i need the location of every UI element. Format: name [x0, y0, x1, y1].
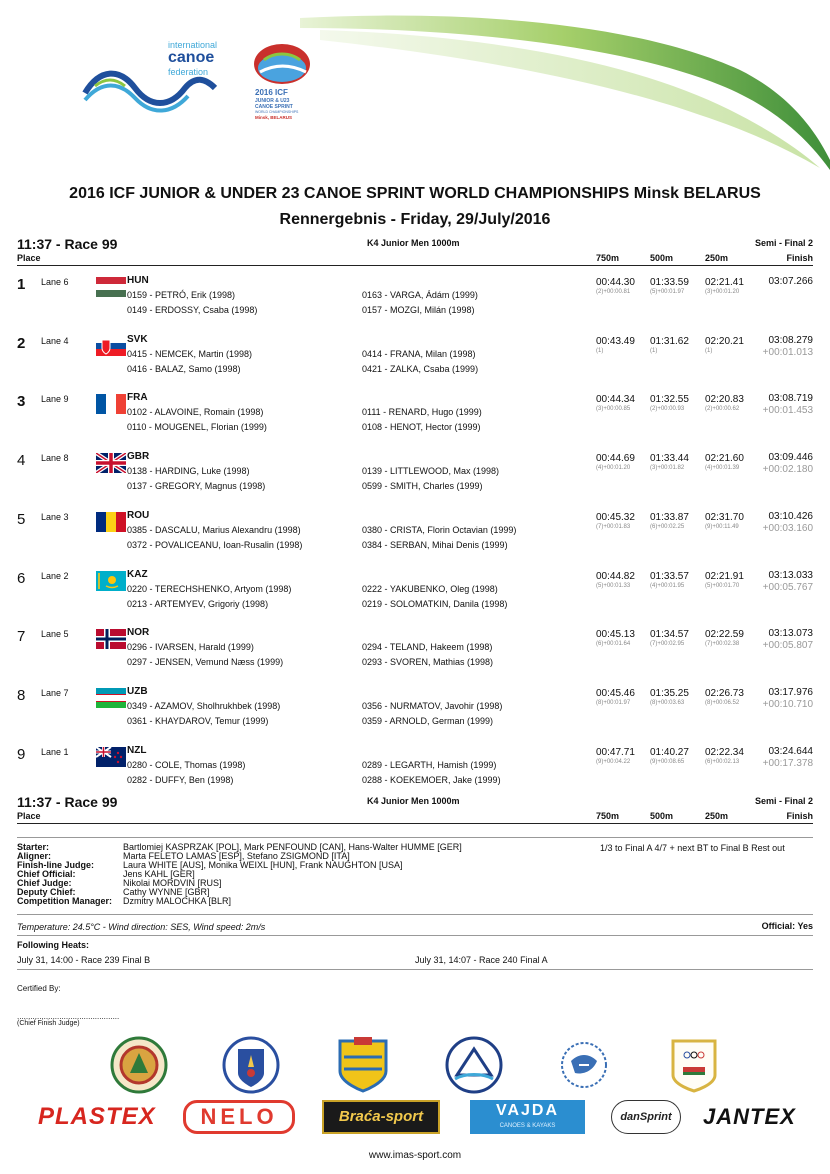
finish-time: 03:07.266 [768, 276, 813, 287]
split-500m-rank: (2)+00:00.93 [650, 406, 685, 413]
split-750m-rank: (1) [596, 347, 604, 354]
emblem-1-icon [108, 1035, 170, 1095]
official-value: Laura WHITE [AUS], Monika WEIXL [HUN], Frank NAUGHTON [USA] [123, 860, 403, 870]
flag-uzb-icon [96, 688, 126, 708]
athlete-name: 0149 - ERDOSSY, Csaba (1998) [127, 305, 258, 315]
result-lane: Lane 5 [41, 629, 69, 640]
sponsor-jantex-text: JANTEX [703, 1104, 796, 1129]
athlete-name: 0359 - ARNOLD, German (1999) [362, 715, 494, 726]
weather-divider-bottom [17, 935, 813, 936]
split-500m: 01:35.25 [650, 687, 689, 699]
weather-info: Temperature: 24.5°C - Wind direction: SES, Wind speed: 2m/s [17, 922, 266, 932]
split-750m: 00:44.34 [596, 394, 635, 406]
signature-line: .............................................. [17, 1012, 120, 1021]
official-status: Official: Yes [761, 921, 813, 931]
official-value: Nikolai MORDVIN [RUS] [123, 878, 222, 888]
sponsor-nelo-text: NELO [200, 1104, 278, 1129]
split-750m: 00:45.32 [596, 511, 635, 523]
athlete-name: 0356 - NURMATOV, Javohir (1998) [362, 700, 503, 711]
sponsor-vajda-text: VAJDA [495, 1102, 560, 1119]
championship-logo-line2: JUNIOR & U23 [255, 98, 290, 104]
athlete-name: 0138 - HARDING, Luke (1998) [127, 466, 250, 477]
split-250m-rank: (3)+00:01.20 [705, 289, 740, 295]
athlete-name: 0349 - AZAMOV, Sholhrukhbek (1998) [127, 700, 281, 711]
col-header-place-bottom: Place [17, 811, 41, 821]
athlete-name: 0139 - LITTLEWOOD, Max (1998) [362, 466, 500, 477]
result-place: 2 [17, 334, 26, 352]
sponsor-braca-text: Braća-sport [338, 1108, 424, 1125]
split-250m-rank: (8)+00:06.52 [705, 699, 740, 706]
certified-by-label: Certified By: [17, 984, 61, 993]
result-place: 5 [17, 510, 26, 528]
split-750m: 00:44.82 [596, 570, 635, 582]
result-lane: Lane 9 [41, 394, 69, 405]
athlete-name: 0220 - TERECHSHENKO, Artyom (1998) [127, 583, 292, 594]
result-place: 6 [17, 569, 26, 587]
split-250m-rank: (1) [705, 347, 713, 354]
col-header-750m-bottom: 750m [596, 811, 620, 821]
sponsor-plastex-text: PLASTEX [38, 1103, 156, 1130]
result-nation: NZL [127, 744, 147, 756]
official-label: Finish-line Judge: [17, 860, 95, 870]
col-header-place: Place [17, 253, 41, 263]
official-value: Jens KAHL [GER] [123, 869, 195, 879]
result-lane: Lane 4 [41, 335, 69, 346]
result-row [17, 451, 813, 509]
emblem-4-icon [443, 1035, 505, 1095]
finish-diff: +00:01.453 [762, 405, 813, 417]
split-250m: 02:21.91 [705, 570, 744, 582]
split-500m: 01:31.62 [650, 335, 689, 347]
athlete-name: 0157 - MOZGI, Milán (1998) [362, 305, 475, 315]
athlete-name: 0384 - SERBAN, Mihai Denis (1999) [362, 539, 508, 550]
footer-url-link[interactable]: www.imas-sport.com [368, 1150, 462, 1161]
result-row [17, 510, 813, 568]
sponsor-plastex-logo [38, 1100, 158, 1134]
athlete-name: 0213 - ARTEMYEV, Grigoriy (1998) [127, 598, 269, 609]
athlete-name: 0385 - DASCALU, Marius Alexandru (1998) [127, 524, 301, 535]
result-nation: HUN [127, 275, 149, 286]
finish-diff: +00:03.160 [762, 522, 813, 534]
finish-time: 03:09.446 [768, 452, 813, 464]
flag-hun-icon [96, 277, 126, 297]
official-label: Competition Manager: [17, 896, 113, 906]
athlete-name: 0421 - ZALKA, Csaba (1999) [362, 363, 479, 374]
header-divider [17, 265, 813, 266]
finish-time: 03:13.073 [768, 628, 813, 640]
athlete-name: 0219 - SOLOMATKIN, Danila (1998) [362, 598, 508, 609]
result-nation: KAZ [127, 568, 148, 580]
finish-time: 03:17.976 [768, 686, 813, 698]
split-750m-rank: (7)+00:01.83 [596, 523, 631, 530]
official-label: Starter: [17, 842, 50, 852]
split-750m: 00:43.49 [596, 335, 635, 347]
col-header-finish: Finish [786, 253, 813, 263]
finish-time: 03:10.426 [768, 510, 813, 522]
split-750m: 00:44.69 [596, 453, 635, 465]
athlete-name: 0159 - PETRÓ, Erik (1998) [127, 290, 236, 300]
following-heats-label: Following Heats: [17, 940, 89, 950]
emblem-3-icon [332, 1035, 394, 1095]
split-500m-rank: (7)+00:02.95 [650, 641, 685, 648]
finish-time: 03:13.033 [768, 569, 813, 581]
flag-svk-icon [96, 336, 126, 356]
championship-logo-line5: Minsk, BELARUS [255, 115, 293, 120]
sponsor-vajda-logo [470, 1100, 585, 1134]
split-500m: 01:34.57 [650, 629, 689, 641]
split-500m: 01:33.57 [650, 570, 689, 582]
split-750m-rank: (2)+00:00.81 [596, 289, 631, 295]
athlete-name: 0294 - TELAND, Hakeem (1998) [362, 642, 493, 653]
split-250m-rank: (7)+00:02.38 [705, 641, 740, 648]
official-value: Cathy WYNNE [GBR] [123, 887, 210, 897]
following-heat-1: July 31, 14:00 - Race 239 Final B [17, 955, 151, 965]
result-lane: Lane 7 [41, 687, 69, 698]
sponsor-jantex-logo [703, 1100, 795, 1134]
finish-diff: +00:10.710 [762, 698, 813, 710]
split-250m: 02:21.41 [705, 277, 744, 288]
official-value: Marta FELETO LAMAS [ESP], Stefano ZSIGMOND [ITA] [123, 851, 350, 861]
split-750m-rank: (5)+00:01.33 [596, 582, 631, 589]
race-event: K4 Junior Men 1000m [367, 238, 460, 248]
split-250m-rank: (5)+00:01.70 [705, 582, 740, 589]
athlete-name: 0137 - GREGORY, Magnus (1998) [127, 481, 266, 492]
split-250m: 02:31.70 [705, 511, 744, 523]
col-header-finish-bottom: Finish [786, 811, 813, 821]
athlete-name: 0282 - DUFFY, Ben (1998) [127, 774, 234, 785]
officials-divider [17, 837, 813, 838]
flag-rou-icon [96, 512, 126, 532]
finish-diff: +00:17.378 [762, 757, 813, 769]
split-250m: 02:22.59 [705, 629, 744, 641]
icf-logo-text-international: international [168, 40, 218, 50]
sponsor-dansprint-logo [611, 1100, 681, 1134]
finish-time: 03:08.719 [768, 393, 813, 405]
finish-diff: +00:05.767 [762, 581, 813, 593]
col-header-500m: 500m [650, 253, 674, 263]
athlete-name: 0163 - VARGA, Ádám (1999) [362, 290, 478, 300]
athlete-name: 0222 - YAKUBENKO, Oleg (1998) [362, 583, 498, 594]
following-heat-2: July 31, 14:07 - Race 240 Final A [415, 955, 548, 965]
split-750m-rank: (8)+00:01.97 [596, 699, 631, 706]
split-750m: 00:47.71 [596, 746, 635, 758]
split-750m-rank: (4)+00:01.20 [596, 465, 631, 472]
athlete-name: 0296 - IVARSEN, Harald (1999) [127, 642, 254, 653]
result-nation: GBR [127, 451, 150, 463]
split-750m-rank: (6)+00:01.64 [596, 641, 631, 648]
sponsor-braca-logo [322, 1100, 440, 1134]
split-500m: 01:33.87 [650, 511, 689, 523]
result-place: 8 [17, 686, 26, 704]
emblem-2-icon [220, 1035, 282, 1095]
official-label: Chief Judge: [17, 878, 72, 888]
result-nation: SVK [127, 333, 148, 345]
split-250m-rank: (6)+00:02.13 [705, 758, 740, 765]
athlete-name: 0111 - RENARD, Hugo (1999) [362, 407, 482, 418]
split-750m-rank: (9)+00:04.22 [596, 758, 631, 765]
flag-fra-icon [96, 394, 126, 414]
result-row [17, 275, 813, 333]
race-phase: Semi - Final 2 [754, 238, 813, 248]
athlete-name: 0415 - NEMCEK, Martin (1998) [127, 348, 253, 359]
result-nation: UZB [127, 685, 148, 697]
athlete-name: 0289 - LEGARTH, Hamish (1999) [362, 759, 497, 770]
emblem-6-icon [663, 1035, 725, 1095]
split-500m-rank: (3)+00:01.82 [650, 465, 685, 472]
icf-logo [80, 38, 240, 128]
race-event-bottom: K4 Junior Men 1000m [367, 796, 460, 806]
result-lane: Lane 2 [41, 570, 69, 581]
split-750m: 00:45.46 [596, 687, 635, 699]
bottom-header-divider [17, 823, 813, 824]
athlete-name: 0280 - COLE, Thomas (1998) [127, 759, 246, 770]
page-title: 2016 ICF JUNIOR & UNDER 23 CANOE SPRINT WORLD CHAMPIONSHIPS Minsk BELARUS [69, 185, 761, 202]
official-value: Bartlomiej KASPRZAK [POL], Mark PENFOUND [CAN], Hans-Walter HUMME [GER] [123, 842, 462, 852]
split-250m-rank: (2)+00:00.62 [705, 406, 740, 413]
athlete-name: 0297 - JENSEN, Vemund Næss (1999) [127, 657, 284, 668]
result-row [17, 334, 813, 392]
sponsor-dansprint-text: danSprint [620, 1111, 672, 1123]
result-lane: Lane 8 [41, 453, 69, 464]
header-swoosh-graphic [300, 0, 830, 170]
championship-logo-line3: CANOE SPRINT [255, 104, 293, 110]
race-header-bottom [17, 794, 813, 824]
race-time-title-bottom: 11:37 - Race 99 [17, 794, 118, 810]
col-header-250m: 250m [705, 253, 729, 263]
split-750m: 00:45.13 [596, 629, 635, 641]
col-header-750m: 750m [596, 253, 620, 263]
result-place: 1 [17, 276, 26, 293]
race-phase-bottom: Semi - Final 2 [754, 796, 813, 806]
finish-diff: +00:02.180 [762, 464, 813, 476]
finish-time: 03:08.279 [768, 334, 813, 346]
icf-logo-text-federation: federation [168, 67, 209, 77]
finish-diff: +00:01.013 [762, 346, 813, 358]
split-500m: 01:40.27 [650, 746, 689, 758]
result-lane: Lane 3 [41, 511, 69, 522]
result-nation: NOR [127, 627, 150, 639]
split-500m-rank: (4)+00:01.95 [650, 582, 685, 589]
split-750m: 00:44.30 [596, 277, 635, 288]
flag-kaz-icon [96, 571, 126, 591]
championship-logo-year: 2016 ICF [255, 88, 288, 97]
split-250m: 02:21.60 [705, 453, 744, 465]
icf-logo-text-canoe: canoe [168, 49, 215, 66]
split-250m-rank: (4)+00:01.39 [705, 465, 740, 472]
athlete-name: 0599 - SMITH, Charles (1999) [362, 481, 483, 492]
split-250m-rank: (9)+00:11.49 [705, 523, 739, 530]
championship-logo [250, 42, 314, 128]
result-place: 4 [17, 452, 26, 470]
split-500m-rank: (6)+00:02.25 [650, 523, 685, 530]
finish-time: 03:24.644 [768, 745, 813, 757]
flag-nor-icon [96, 629, 126, 649]
split-500m-rank: (8)+00:03.63 [650, 699, 685, 706]
col-header-250m-bottom: 250m [705, 811, 729, 821]
split-250m: 02:22.34 [705, 746, 744, 758]
athlete-name: 0361 - KHAYDAROV, Temur (1999) [127, 715, 269, 726]
split-750m-rank: (3)+00:00.85 [596, 406, 631, 413]
weather-divider-top [17, 914, 813, 915]
sponsor-nelo-logo [183, 1100, 295, 1134]
athlete-name: 0380 - CRISTA, Florin Octavian (1999) [362, 524, 517, 535]
official-label: Chief Official: [17, 869, 76, 879]
athlete-name: 0108 - HENOT, Hector (1999) [362, 422, 481, 433]
col-header-500m-bottom: 500m [650, 811, 674, 821]
result-place: 9 [17, 745, 26, 763]
official-label: Deputy Chief: [17, 887, 76, 897]
result-place: 7 [17, 628, 26, 646]
finish-diff: +00:05.807 [762, 640, 813, 652]
page-subtitle: Rennergebnis - Friday, 29/July/2016 [279, 211, 551, 228]
athlete-name: 0293 - SVOREN, Mathias (1998) [362, 657, 494, 668]
split-500m-rank: (5)+00:01.97 [650, 289, 685, 295]
result-place: 3 [17, 393, 26, 411]
sponsor-vajda-subtext: CANOES & KAYAKS [499, 1123, 556, 1129]
race-time-title: 11:37 - Race 99 [17, 236, 118, 252]
split-500m-rank: (1) [650, 347, 658, 354]
result-row [17, 627, 813, 685]
result-lane: Lane 6 [41, 277, 69, 287]
qualification-rules: 1/3 to Final A 4/7 + next BT to Final B Rest out [600, 843, 785, 853]
split-250m: 02:20.21 [705, 335, 744, 347]
championship-logo-line4: WORLD CHAMPIONSHIPS [255, 110, 299, 114]
split-250m: 02:26.73 [705, 687, 744, 699]
flag-nzl-icon [96, 747, 126, 767]
result-row [17, 569, 813, 627]
heats-divider [17, 969, 813, 970]
result-row [17, 686, 813, 744]
split-250m: 02:20.83 [705, 394, 744, 406]
result-nation: ROU [127, 509, 150, 521]
chief-finish-judge-label: (Chief Finish Judge) [17, 1020, 80, 1027]
split-500m: 01:32.55 [650, 394, 689, 406]
split-500m: 01:33.44 [650, 453, 689, 465]
athlete-name: 0288 - KOEKEMOER, Jake (1999) [362, 774, 501, 785]
athlete-name: 0110 - MOUGENEL, Florian (1999) [127, 422, 267, 433]
race-header-top [17, 236, 813, 266]
flag-gbr-icon [96, 453, 126, 473]
emblem-5-icon [553, 1035, 615, 1095]
athlete-name: 0414 - FRANA, Milan (1998) [362, 348, 476, 359]
official-label: Aligner: [17, 851, 52, 861]
athlete-name: 0102 - ALAVOINE, Romain (1998) [127, 407, 264, 418]
official-value: Dzmitry MALOCHKA [BLR] [123, 896, 232, 906]
athlete-name: 0372 - POVALICEANU, Ioan-Rusalin (1998) [127, 539, 303, 550]
result-lane: Lane 1 [41, 746, 69, 757]
athlete-name: 0416 - BALAZ, Samo (1998) [127, 363, 241, 374]
split-500m-rank: (9)+00:08.65 [650, 758, 685, 765]
split-500m: 01:33.59 [650, 277, 689, 288]
result-row [17, 392, 813, 450]
result-nation: FRA [127, 392, 148, 404]
